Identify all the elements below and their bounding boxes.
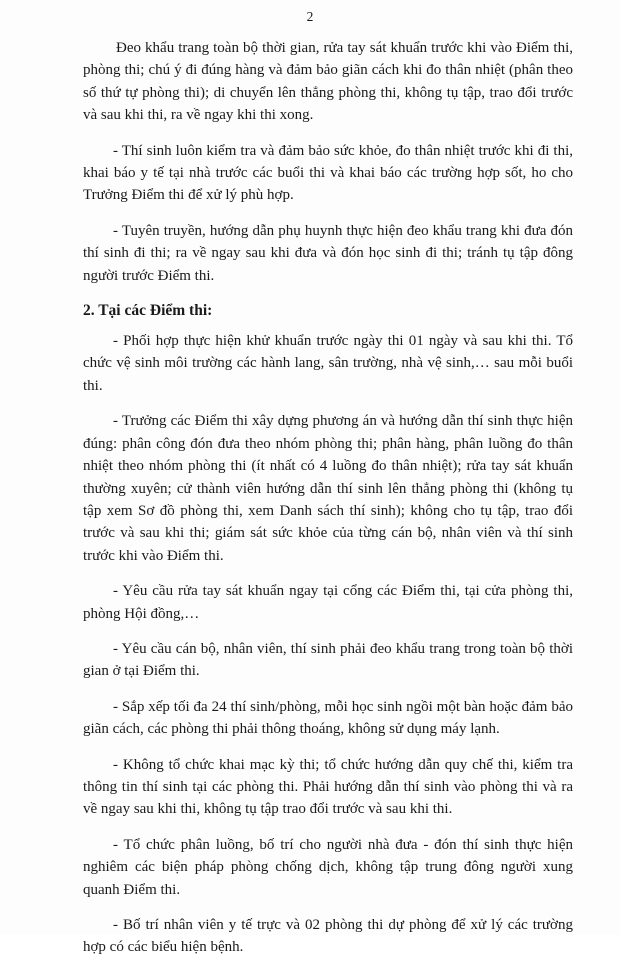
paragraph-health-check: - Thí sinh luôn kiểm tra và đảm bảo sức khỏe, đo thân nhiệt trước khi đi thi, khai báo y tế tại nhà trước các buổi thi và khai báo các trường hợp sốt, ho cho Trưởng Điểm thi để xử lý phù hợp. — [83, 142, 573, 204]
document-body — [83, 37, 573, 972]
section-heading: 2. Tại các Điểm thi: — [83, 302, 213, 320]
paragraph-mask-requirement: - Yêu cầu cán bộ, nhân viên, thí sinh phải đeo khẩu trang trong toàn bộ thời gian ở tại Điểm thi. — [83, 640, 573, 680]
paragraph-no-opening-ceremony: - Không tổ chức khai mạc kỳ thi; tổ chức hướng dẫn quy chế thi, kiểm tra thông tin thí sinh tại các phòng thi. Phải hướng dẫn thí sinh vào phòng thi và ra về ngay sau khi thi, không tụ tập trao đổi trước và sau khi thi. — [83, 756, 573, 818]
paragraph-disinfection: - Phối hợp thực hiện khử khuẩn trước ngày thi 01 ngày và sau khi thi. Tổ chức vệ sinh môi trường các hành lang, sân trường, nhà vệ sinh,… sau mỗi buổi thi. — [83, 333, 573, 394]
paragraph-flow-control: - Tổ chức phân luồng, bố trí cho người nhà đưa - đón thí sinh thực hiện nghiêm các biện pháp phòng chống dịch, không tập trung đông người xung quanh Điểm thi. — [83, 836, 573, 898]
paragraph-medical-staff: - Bố trí nhân viên y tế trực và 02 phòng thi dự phòng để xử lý các trường hợp có các biểu hiện bệnh. — [83, 917, 573, 956]
paragraph-mask-instructions: Đeo khẩu trang toàn bộ thời gian, rửa tay sát khuẩn trước khi vào Điểm thi, phòng thi; chú ý đi đúng hàng và đảm bảo giãn cách khi đo thân nhiệt (phân theo số thứ tự phòng thi); di chuyển lên thẳng phòng thi, không tụ tập, trao đổi trước và sau khi thi, ra về ngay khi thi xong. — [83, 40, 573, 124]
paragraph-hand-washing: - Yêu cầu rửa tay sát khuẩn ngay tại cổng các Điểm thi, tại cửa phòng thi, phòng Hội đồng,… — [83, 583, 573, 622]
paragraph-room-arrangement: - Sắp xếp tối đa 24 thí sinh/phòng, mỗi học sinh ngồi một bàn hoặc đảm bảo giãn cách, các phòng thi phải thông thoáng, không sử dụng máy lạnh. — [83, 698, 573, 738]
page-number: 2 — [306, 9, 314, 24]
paragraph-site-plan: - Trưởng các Điểm thi xây dựng phương án và hướng dẫn thí sinh thực hiện đúng: phân công đón đưa theo nhóm phòng thi; phân hàng, phân luồng đo thân nhiệt theo nhóm phòng thi (ít nhất có 4 luồng đo thân nhiệt); rửa tay sát khuẩn thường xuyên; cử thành viên hướng dẫn thí sinh lên thẳng phòng thi (không tụ tập xem Sơ đồ phòng thi, xem Danh sách thí sinh); không cho tụ tập, trao đổi trước và sau khi thi; giám sát sức khỏe của từng cán bộ, nhân viên và thí sinh trước khi vào Điểm thi. — [83, 413, 573, 564]
paragraph-parent-guidance: - Tuyên truyền, hướng dẫn phụ huynh thực hiện đeo khẩu trang khi đưa đón thí sinh đi thi; ra về ngay sau khi đưa và đón học sinh đi thi; tránh tụ tập đông người trước Điểm thi. — [83, 222, 573, 284]
